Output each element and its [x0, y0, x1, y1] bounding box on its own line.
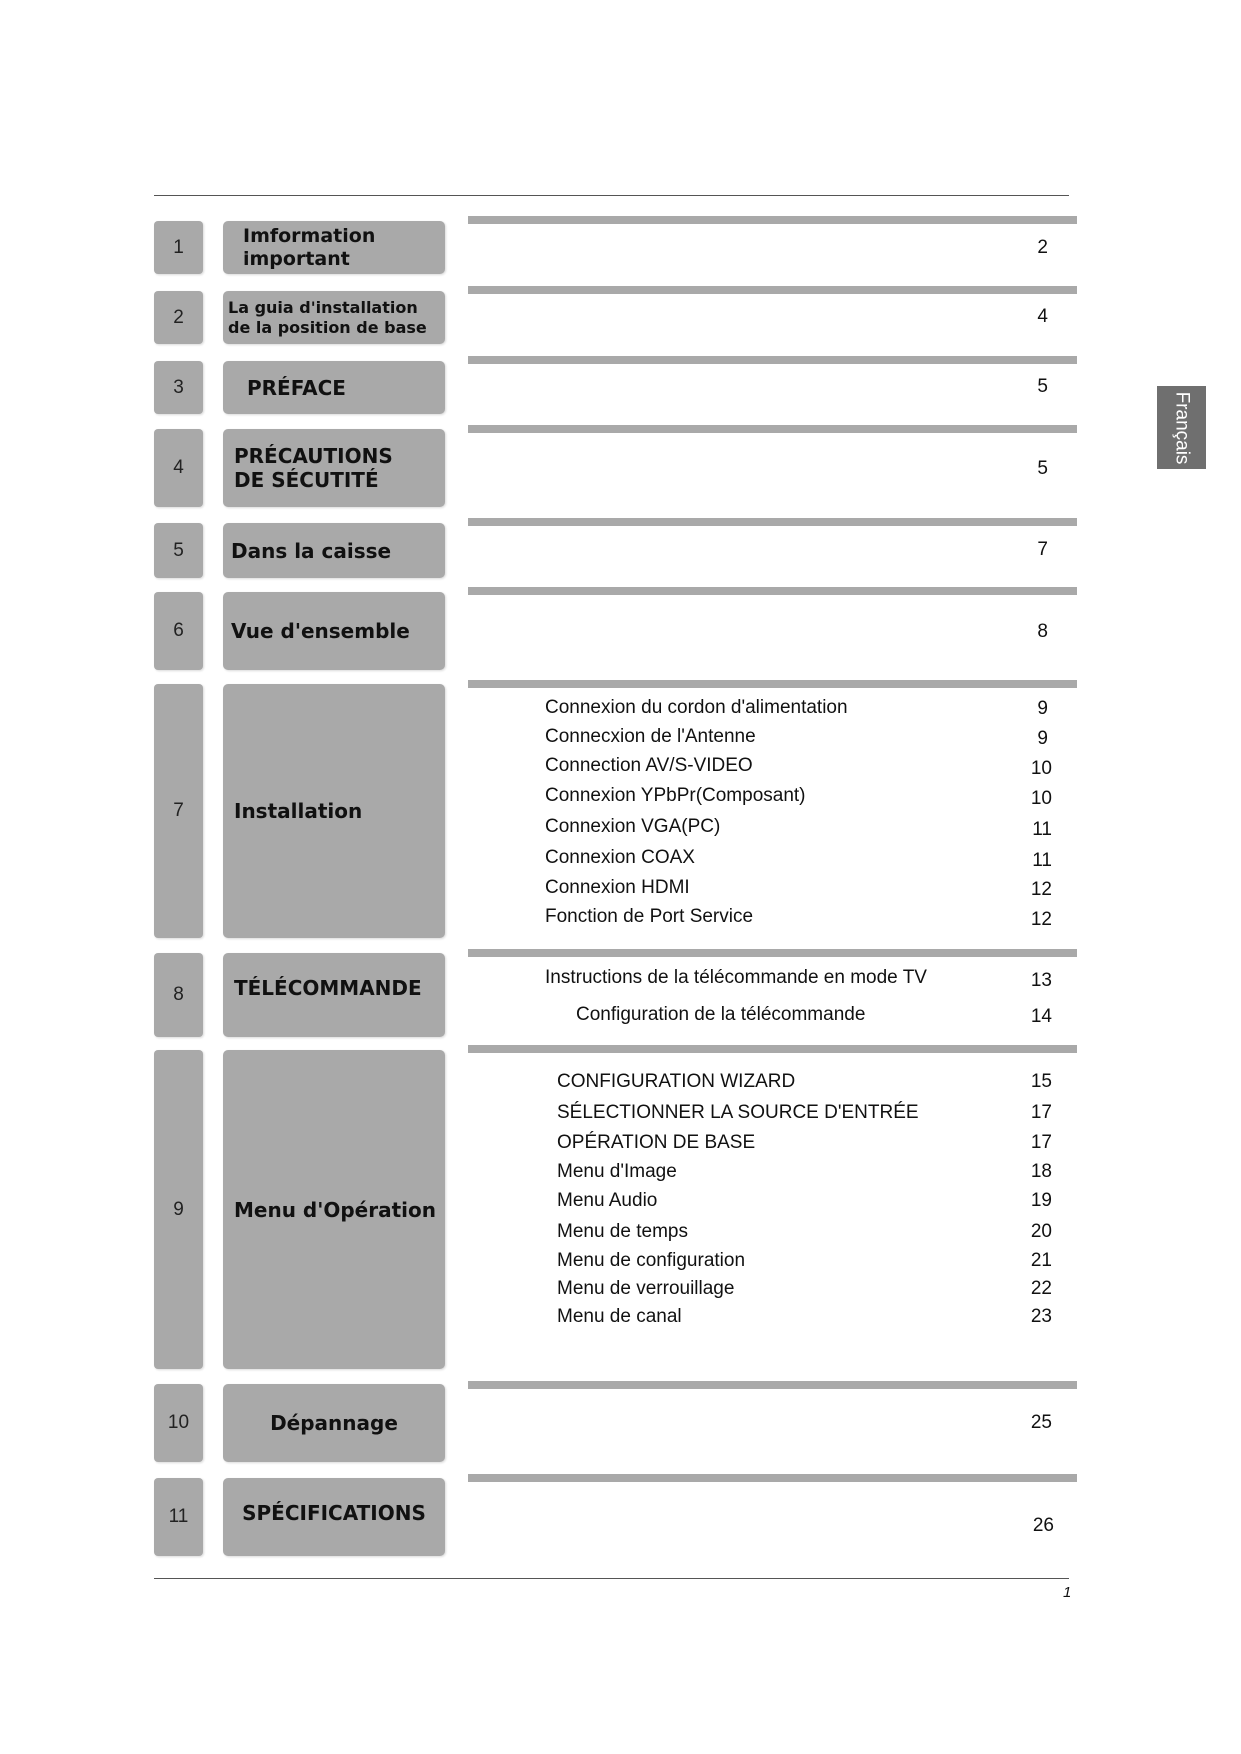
section-number-tab [154, 291, 203, 344]
page-number[interactable]: 5 [1037, 376, 1048, 397]
toc-entry[interactable]: Connexion VGA(PC) [545, 816, 721, 837]
section-title: La guia d'installation [228, 297, 418, 317]
page-number[interactable]: 4 [1037, 306, 1048, 327]
page-number[interactable]: 12 [1030, 879, 1052, 900]
section-title: TÉLÉCOMMANDE [234, 976, 422, 1000]
toc-entry[interactable]: Menu de verrouillage [557, 1278, 735, 1299]
section-bar [468, 216, 1077, 224]
section-title-tab[interactable] [223, 1050, 445, 1369]
section-title: DE SÉCUTITÉ [234, 468, 379, 492]
page-number[interactable]: 15 [1030, 1071, 1052, 1092]
page-number[interactable]: 22 [1030, 1278, 1052, 1299]
section-number-tab [154, 592, 203, 670]
page-number[interactable]: 10 [1030, 758, 1052, 779]
section-bar [468, 587, 1077, 595]
page-number[interactable]: 9 [1037, 698, 1048, 719]
language-tab-label: Français [1171, 391, 1193, 464]
page-number[interactable]: 25 [1030, 1412, 1052, 1433]
page-number[interactable]: 7 [1037, 539, 1048, 560]
page-number[interactable]: 26 [1032, 1515, 1054, 1536]
top-rule [154, 195, 1069, 196]
page-number[interactable]: 17 [1030, 1132, 1052, 1153]
toc-entry[interactable]: SÉLECTIONNER LA SOURCE D'ENTRÉE [557, 1102, 919, 1123]
section-title: de la position de base [228, 317, 427, 337]
section-title: SPÉCIFICATIONS [242, 1501, 426, 1525]
section-number: 7 [173, 800, 184, 821]
section-number: 9 [173, 1198, 184, 1220]
section-title: important [243, 247, 350, 270]
section-title-tab[interactable] [223, 684, 445, 938]
section-number-tab [154, 221, 203, 274]
section-bar [468, 356, 1077, 364]
toc-entry[interactable]: Menu Audio [557, 1190, 658, 1211]
section-title: Vue d'ensemble [231, 619, 410, 643]
section-title-tab[interactable] [223, 221, 445, 274]
section-title-tab[interactable] [223, 291, 445, 344]
toc-entry[interactable]: Configuration de la télécommande [576, 1004, 866, 1025]
page-number[interactable]: 2 [1037, 237, 1048, 258]
page-number[interactable]: 12 [1030, 909, 1052, 930]
section-bar [468, 949, 1077, 957]
section-bar [468, 1045, 1077, 1053]
toc-entry[interactable]: Connection AV/S-VIDEO [545, 755, 753, 776]
section-number-tab [154, 523, 203, 578]
section-title-tab[interactable] [223, 1478, 445, 1556]
section-number-tab [154, 1050, 203, 1369]
page-number[interactable]: 10 [1030, 788, 1052, 809]
toc-entry[interactable]: Instructions de la télécommande en mode TV [545, 967, 927, 988]
page-number[interactable]: 18 [1030, 1161, 1052, 1182]
page-number[interactable]: 21 [1030, 1250, 1052, 1271]
section-number: 3 [173, 376, 184, 398]
section-title-tab[interactable] [223, 1384, 445, 1462]
section-bar [468, 1381, 1077, 1389]
section-number: 8 [173, 984, 184, 1005]
bottom-rule [154, 1578, 1069, 1579]
section-title-tab[interactable] [223, 361, 445, 414]
section-number: 2 [173, 306, 184, 328]
section-title-tab[interactable] [223, 523, 445, 578]
toc-entry[interactable]: Fonction de Port Service [545, 906, 754, 927]
section-number: 5 [173, 539, 184, 561]
section-number: 6 [173, 620, 184, 641]
section-number: 10 [167, 1412, 190, 1433]
page-number[interactable]: 13 [1030, 970, 1052, 991]
section-number-tab [154, 953, 203, 1037]
toc-entry[interactable]: Menu d'Image [557, 1161, 677, 1182]
toc-entry[interactable]: Menu de temps [557, 1221, 688, 1242]
section-number: 11 [168, 1506, 189, 1527]
section-title-tab[interactable] [223, 429, 445, 507]
toc-entry[interactable]: Menu de canal [557, 1306, 682, 1327]
page-number[interactable]: 14 [1030, 1006, 1052, 1027]
toc-entry[interactable]: Connecxion de l'Antenne [545, 726, 756, 747]
section-number: 4 [173, 457, 184, 478]
page-number[interactable]: 17 [1030, 1102, 1052, 1123]
page-number[interactable]: 19 [1030, 1190, 1052, 1211]
section-title: Dans la caisse [231, 538, 392, 563]
toc-entry[interactable]: Connexion HDMI [545, 877, 690, 898]
section-bar [468, 1474, 1077, 1482]
section-title-tab[interactable] [223, 953, 445, 1037]
language-tab[interactable] [1157, 386, 1206, 469]
section-title: Imformation [243, 224, 376, 247]
section-number-tab [154, 429, 203, 507]
section-bar [468, 680, 1077, 688]
section-bar [468, 425, 1077, 433]
section-title: PRÉCAUTIONS [234, 444, 393, 468]
section-bar [468, 518, 1077, 526]
page-number[interactable]: 8 [1037, 621, 1048, 642]
section-number: 1 [173, 236, 184, 258]
page-number[interactable]: 11 [1032, 819, 1052, 840]
toc-entry[interactable]: CONFIGURATION WIZARD [557, 1071, 796, 1092]
page-number[interactable]: 23 [1030, 1306, 1052, 1327]
toc-entry[interactable]: Connexion YPbPr(Composant) [545, 785, 806, 806]
section-number-tab [154, 684, 203, 938]
section-bar [468, 286, 1077, 294]
page-number[interactable]: 11 [1032, 850, 1052, 871]
page-number[interactable]: 9 [1037, 728, 1048, 749]
footer-page-number: 1 [1063, 1584, 1072, 1601]
toc-entry[interactable]: OPÉRATION DE BASE [557, 1132, 756, 1153]
section-number-tab [154, 361, 203, 414]
section-number-tab [154, 1384, 203, 1462]
toc-entry[interactable]: Connexion COAX [545, 847, 695, 868]
page-number[interactable]: 5 [1037, 458, 1048, 479]
section-title: Menu d'Opération [234, 1197, 436, 1222]
section-number-tab [154, 1478, 203, 1556]
toc-entry[interactable]: Menu de configuration [557, 1250, 746, 1271]
section-title: PRÉFACE [247, 375, 346, 400]
toc-entry[interactable]: Connexion du cordon d'alimentation [545, 697, 848, 718]
section-title-tab[interactable] [223, 592, 445, 670]
section-title: Installation [234, 799, 363, 823]
section-title: Dépannage [270, 1411, 398, 1435]
page-number[interactable]: 20 [1030, 1221, 1052, 1242]
